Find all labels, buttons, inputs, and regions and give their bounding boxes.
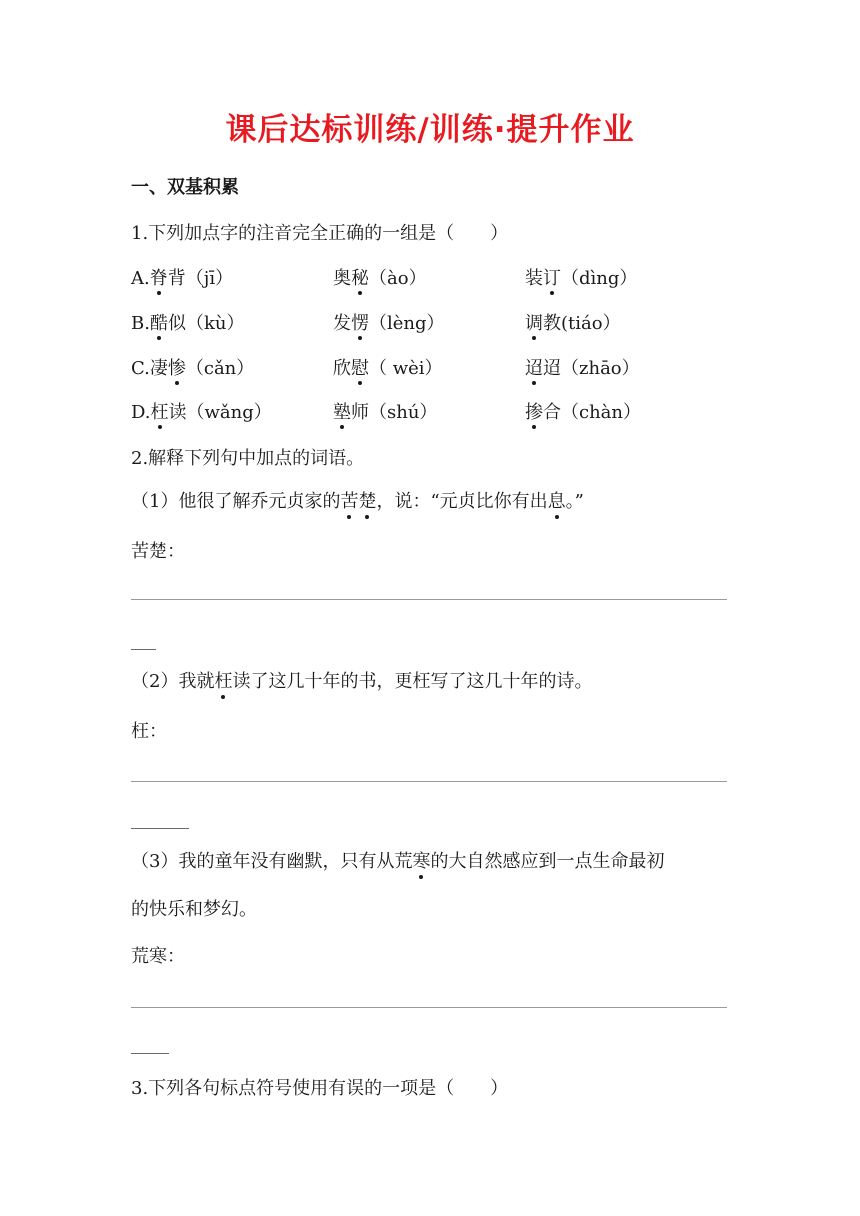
option-cell: 发愣（lèng） [333, 309, 445, 335]
answer-line [131, 781, 727, 782]
question-2-stem: 2.解释下列句中加点的词语。 [131, 448, 365, 469]
question-1-stem: 1.下列加点字的注音完全正确的一组是（ ） [131, 223, 509, 244]
option-cell: 奥秘（ào） [333, 264, 427, 290]
sentence-3: （3）我的童年没有幽默，只有从荒寒的大自然感应到一点生命最初 [131, 851, 665, 872]
answer-line-end [131, 649, 156, 650]
answer-line [131, 1007, 727, 1008]
option-cell: 调教(tiáo） [525, 309, 621, 335]
option-cell: 塾师（shú） [333, 398, 437, 424]
answer-line-end [131, 1053, 169, 1054]
sentence-1: （1）他很了解乔元贞家的苦楚，说：“元贞比你有出息。” [131, 491, 584, 512]
sentence-3-cont: 的快乐和梦幻。 [131, 899, 257, 920]
option-cell: 掺合（chàn） [525, 398, 641, 424]
section-heading: 一、双基积累 [131, 177, 239, 198]
sentence-2: （2）我就枉读了这几十年的书，更枉写了这几十年的诗。 [131, 671, 593, 692]
option-row-a [131, 264, 731, 288]
option-cell: C.凄惨（cǎn） [131, 354, 254, 380]
option-cell: A.脊背（jī） [131, 264, 233, 290]
option-row-c [131, 354, 731, 378]
answer-label-3: 荒寒： [131, 946, 185, 967]
option-cell: B.酷似（kù） [131, 309, 244, 335]
option-cell: 装订（dìng） [525, 264, 637, 290]
option-cell: D.枉读（wǎng） [131, 398, 272, 424]
question-3-stem: 3.下列各句标点符号使用有误的一项是（ ） [131, 1078, 509, 1099]
page-title: 课后达标训练/训练·提升作业 [225, 112, 635, 148]
answer-label-2: 枉： [131, 721, 167, 742]
answer-line [131, 599, 727, 600]
answer-line-end [131, 828, 189, 829]
option-row-b [131, 309, 731, 333]
option-cell: 迢迢（zhāo） [525, 354, 640, 380]
answer-label-1: 苦楚： [131, 541, 185, 562]
option-row-d [131, 398, 731, 422]
option-cell: 欣慰（ wèi） [333, 354, 443, 380]
